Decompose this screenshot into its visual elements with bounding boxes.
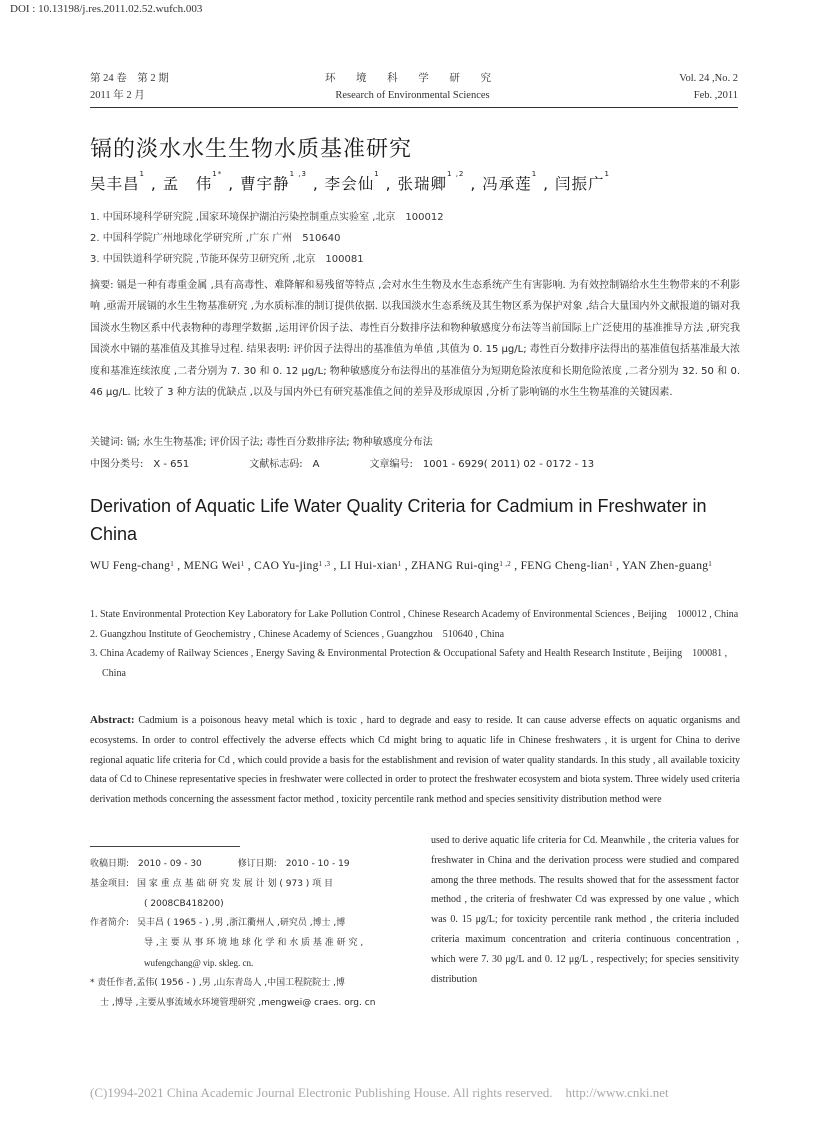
- abstract-cn-text: 镉是一种有毒重金属 ,具有高毒性、难降解和易残留等特点 ,会对水生生物及水生态系统产生有害影响. 为有效控制镉给水生生物带来的不利影响 ,亟需开展镉的水生生物基准研究 ,为水质标准的制订提供依据. 以我国淡水生态系统及其生物区系为保护对象 ,结合大量国内外文献报道的镉对我国淡水生物区系中代表物种的毒理学数据 ,运用评价因子法、毒性百分数排序法和物种敏感度分布法等当前国际上广泛使用的基准推导方法 ,研究我国淡水中镉的基准值及其推导过程. 结果表明: 评价因子法得出的基准值为单值 ,其值为 0. 15 μg/L; 毒性百分数排序法得出的基准值包括基准最大浓度和基准连续浓度 ,二者分别为 7. 30 和 0. 12 μg/L; 物种敏感度分布法得出的基准值分为短期危险浓度和长期危险浓度 ,二者分别为 32. 50 和 0. 46 μg/L. 比较了 3 种方法的优缺点 ,以及与国内外已有研究基准值之间的差异及形成原因 ,分析了影响镉的水生生物基准的关键因素.: [90, 280, 740, 399]
- volume-en: Vol. 24 ,No. 2: [679, 73, 738, 84]
- abstract-en-continued: used to derive aquatic life criteria for Cd. Meanwhile , the criteria values for freshwater in China and the derivation process were studied and compared among the three methods. The results showed that for the assessment factor method , the criteria of freshwater Cd was expressed by one value , which was 0. 15 μg/L; for toxicity percentile rank method , the criteria included criteria maximum concentration and criteria continuous concentration , which were 7. 30 μg/L and 0. 12 μg/L , respectively; for species sensitivity distribution: [431, 835, 739, 985]
- footnote-divider: [90, 846, 240, 847]
- author-cn: 吴丰昌$^1$ ,: [90, 170, 157, 193]
- issue-info-en: [600, 70, 738, 104]
- issue-info-cn: [90, 70, 169, 104]
- corresponding-line: ,孟伟( 1956 - ) ,男 ,山东青岛人 ,中国工程院院士 ,博: [133, 977, 345, 988]
- corresponding-author: [90, 974, 406, 994]
- abstract-en: [90, 711, 740, 810]
- corresponding-line: 士 ,博导 ,主要从事流域水环境管理研究 ,mengwei@ craes. org. cn: [100, 997, 376, 1008]
- journal-name-cn: 环 境 科 学 研 究: [324, 73, 501, 84]
- author-en: YAN Zhen-guang$^1$: [622, 560, 713, 572]
- author-bio: [90, 914, 406, 934]
- footnotes: [90, 855, 406, 1013]
- author-en: LI Hui-xian$^1$ ,: [339, 560, 412, 572]
- author-email: wufengchang@ vip. skleg. cn.: [144, 957, 254, 968]
- journal-name-en: Research of Environmental Sciences: [335, 90, 490, 101]
- date-cn: 2011 年 2 月: [90, 90, 145, 101]
- title-en: Derivation of Aquatic Life Water Quality Criteria for Cadmium in Freshwater in China: [90, 496, 707, 544]
- affiliations-en: [90, 605, 740, 683]
- received-dates: 收稿日期: 2010 - 09 - 30 修订日期: 2010 - 10 - 19: [90, 859, 350, 869]
- title-cn: 镉的淡水水生生物水质基准研究: [90, 137, 413, 162]
- author-cn: 张瑞卿$^{1 ,2}$ ,: [397, 170, 477, 193]
- fund-line: 国 家 重 点 基 础 研 究 发 展 计 划 ( 973 ) 项 目: [137, 878, 334, 889]
- author-en: CAO Yu-jing$^{1 ,3}$ ,: [254, 560, 340, 572]
- author-cn: 闫振广$^1$: [554, 170, 610, 193]
- affiliations-cn: [90, 207, 444, 270]
- author-en: WU Feng-chang$^1$ ,: [90, 560, 184, 572]
- author-en: MENG Wei$^1$ ,: [183, 560, 255, 572]
- authors-en: [90, 555, 740, 577]
- volume-cn: 第 24 卷 第 2 期: [90, 73, 169, 84]
- classification-line: 中图分类号: X - 651 文献标志码: A 文章编号: 1001 - 6929( 2011) 02 - 0172 - 13: [90, 459, 595, 470]
- date-en: Feb. ,2011: [693, 90, 738, 101]
- author-cn: 冯承莲$^1$ ,: [482, 170, 550, 193]
- keywords-cn-text: 镉; 水生生物基准; 评价因子法; 毒性百分数排序法; 物种敏感度分布法: [126, 437, 433, 448]
- author-bio-line: 导 ,主 要 从 事 环 境 地 球 化 学 和 水 质 基 准 研 究 ,: [144, 938, 364, 949]
- author-cn: 孟 伟$^{1*}$ ,: [162, 170, 235, 193]
- affiliation-en: 1. State Environmental Protection Key Laboratory for Lake Pollution Control , Chinese Research Academy of Environmental Sciences , Beijing 100012 , China: [90, 609, 739, 620]
- corresponding-label: * 责任作者: [90, 977, 134, 988]
- copyright-watermark: (C)1994-2021 China Academic Journal Electronic Publishing House. All rights reserved. http://www.cnki.net: [90, 1085, 669, 1100]
- affiliation-en: 2. Guangzhou Institute of Geochemistry , Chinese Academy of Sciences , Guangzhou 510640 , China: [90, 628, 505, 640]
- abstract-cn: [90, 275, 740, 403]
- fund-number: ( 2008CB418200): [144, 898, 224, 909]
- doi-text: DOI : 10.13198/j.res.2011.02.52.wufch.003: [10, 3, 203, 15]
- affiliation-en: 3. China Academy of Railway Sciences , Energy Saving & Environmental Protection & Occupational Safety and Health Research Institute , Beijing 100081 , China: [90, 648, 728, 679]
- author-bio-label: 作者简介:: [90, 918, 130, 929]
- abstract-cn-label: 摘要:: [90, 280, 114, 291]
- fund-label: 基金项目:: [90, 878, 130, 889]
- keywords-cn-label: 关键词:: [90, 437, 124, 448]
- abstract-en-label: Abstract:: [90, 714, 135, 726]
- header-divider: [90, 107, 738, 108]
- journal-name: [300, 70, 525, 104]
- affiliation-cn: 3. 中国铁道科学研究院 ,节能环保劳卫研究所 ,北京 100081: [90, 254, 364, 265]
- author-en: FENG Cheng-lian$^1$ ,: [520, 560, 623, 572]
- affiliation-cn: 2. 中国科学院广州地球化学研究所 ,广东 广州 510640: [90, 233, 341, 244]
- author-cn: 李会仙$^1$ ,: [324, 170, 392, 193]
- authors-cn: [90, 172, 610, 194]
- author-cn: 曹宇静$^{1 ,3}$ ,: [240, 170, 319, 193]
- affiliation-cn: 1. 中国环境科学研究院 ,国家环境保护湖泊污染控制重点实验室 ,北京 100012: [90, 212, 444, 223]
- keywords-cn: [90, 433, 433, 448]
- abstract-en-text: Cadmium is a poisonous heavy metal which is toxic , hard to degrade and easy to reside. It can cause adverse effects on aquatic organisms and ecosystems. In order to control effectively the adverse effects which Cd might bring to aquatic life in Chinese freshwaters , it is urgent for China to derive regional aquatic life criteria for Cd , which could provide a basis for the establishment and revision of water quality standards. In this study , all available toxicity data of Cd to Chinese representative species in freshwater were collected in order to protect the freshwater ecosystem and biota system. Three widely used criteria derivation methods concerning the assessment factor method , toxicity percentile rank method and species sensitivity distribution method were: [90, 715, 741, 806]
- author-en: ZHANG Rui-qing$^{1 ,2}$ ,: [411, 560, 521, 572]
- fund-info: [90, 875, 406, 895]
- author-bio-line: 吴丰昌 ( 1965 - ) ,男 ,浙江衢州人 ,研究员 ,博士 ,博: [137, 918, 346, 929]
